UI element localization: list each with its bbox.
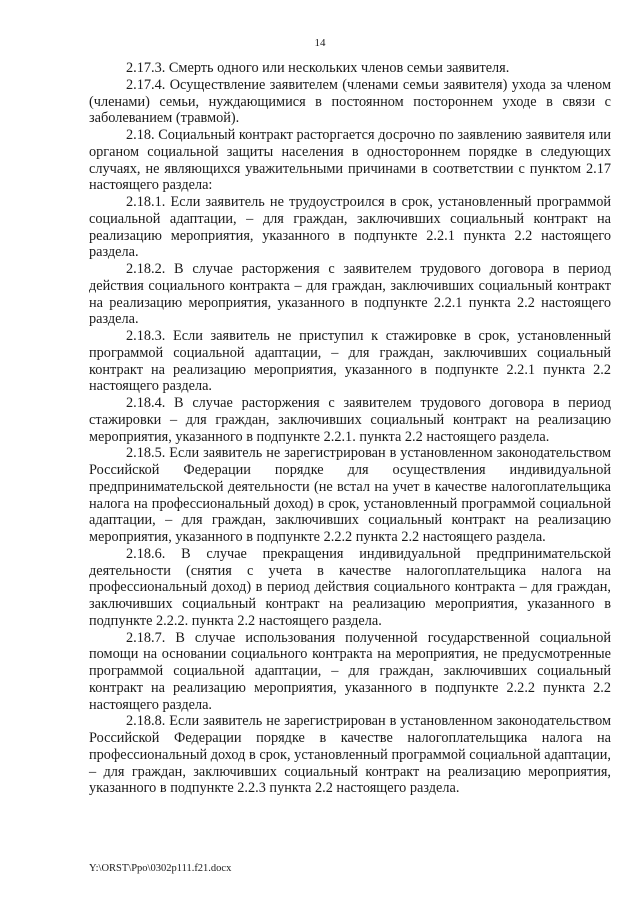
paragraph-2-17-3: 2.17.3. Смерть одного или нескольких членов семьи заявителя. [126, 60, 510, 76]
paragraph-2-18-5: 2.18.5. Если заявитель не зарегистрирован в установленном законодательством Российской Федерации порядке для осуществления индивидуальной предпринимательской деятельности (не встал на учет в качестве налогоплательщика налога на профессиональный доход) в срок, установленный программой социальной адаптации, – для граждан, заключивших социальный контракт на реализацию мероприятия, указанного в подпункте 2.2.2 пункта 2.2 настоящего раздела. [89, 445, 611, 545]
paragraph-2-18-7: 2.18.7. В случае использования полученной государственной социальной помощи на основании социального контракта на мероприятия, не предусмотренные программой социальной адаптации, – для граждан, заключивших социальный контракт на реализацию мероприятия, указанного в подпункте 2.2.2 пункта 2.2 настоящего раздела. [89, 629, 611, 713]
paragraph-2-18-1: 2.18.1. Если заявитель не трудоустроился в срок, установленный программой социальной адаптации, – для граждан, заключивших социальный контракт на реализацию мероприятия, указанного в подпункте 2.2.1 пункта 2.2 настоящего раздела. [89, 194, 611, 261]
paragraph-2-18-8: 2.18.8. Если заявитель не зарегистрирован в установленном законодательством Российской Федерации порядке в качестве налогоплательщика налога на профессиональный доход в срок, установленный программой социальной адаптации, – для граждан, заключивших социальный контракт на реализацию мероприятия, указанного в подпункте 2.2.3 пункта 2.2 настоящего раздела. [89, 713, 611, 797]
footer-file-path: Y:\ORST\Ppo\0302p111.f21.docx [89, 863, 232, 874]
paragraph-2-18-3: 2.18.3. Если заявитель не приступил к стажировке в срок, установленный программой социальной адаптации, – для граждан, заключивших социальный контракт на реализацию мероприятия, указанного в подпункте 2.2.1 пункта 2.2 настоящего раздела. [89, 328, 611, 395]
paragraph-2-18-4: 2.18.4. В случае расторжения с заявителем трудового договора в период стажировки – для граждан, заключивших социальный контракт на реализацию мероприятия, указанного в подпункте 2.2.1. пункта 2.2 настоящего раздела. [89, 395, 611, 445]
paragraph-2-18-6: 2.18.6. В случае прекращения индивидуальной предпринимательской деятельности (снятия с учета в качестве налогоплательщика налога на профессиональный доход) в период действия социального контракта – для граждан, заключивших социальный контракт на реализацию мероприятия, указанного в подпункте 2.2.2. пункта 2.2 настоящего раздела. [89, 545, 611, 629]
document-body [89, 60, 611, 797]
paragraph-2-17-4: 2.17.4. Осуществление заявителем (членами семьи заявителя) ухода за членом (членами) семьи, нуждающимися в постоянном постороннем уходе в связи с заболеванием (травмой). [89, 76, 611, 127]
page-number: 14 [314, 37, 326, 49]
paragraph-2-18-2: 2.18.2. В случае расторжения с заявителем трудового договора в период действия социального контракта – для граждан, заключивших социальный контракт на реализацию мероприятия, указанного в подпункте 2.2.1 пункта 2.2 настоящего раздела. [89, 261, 611, 328]
paragraph-2-18: 2.18. Социальный контракт расторгается досрочно по заявлению заявителя или органом социальной защиты населения в одностороннем порядке в следующих случаях, не являющихся уважительными причинами в соответствии с пунктом 2.17 настоящего раздела: [89, 127, 611, 194]
